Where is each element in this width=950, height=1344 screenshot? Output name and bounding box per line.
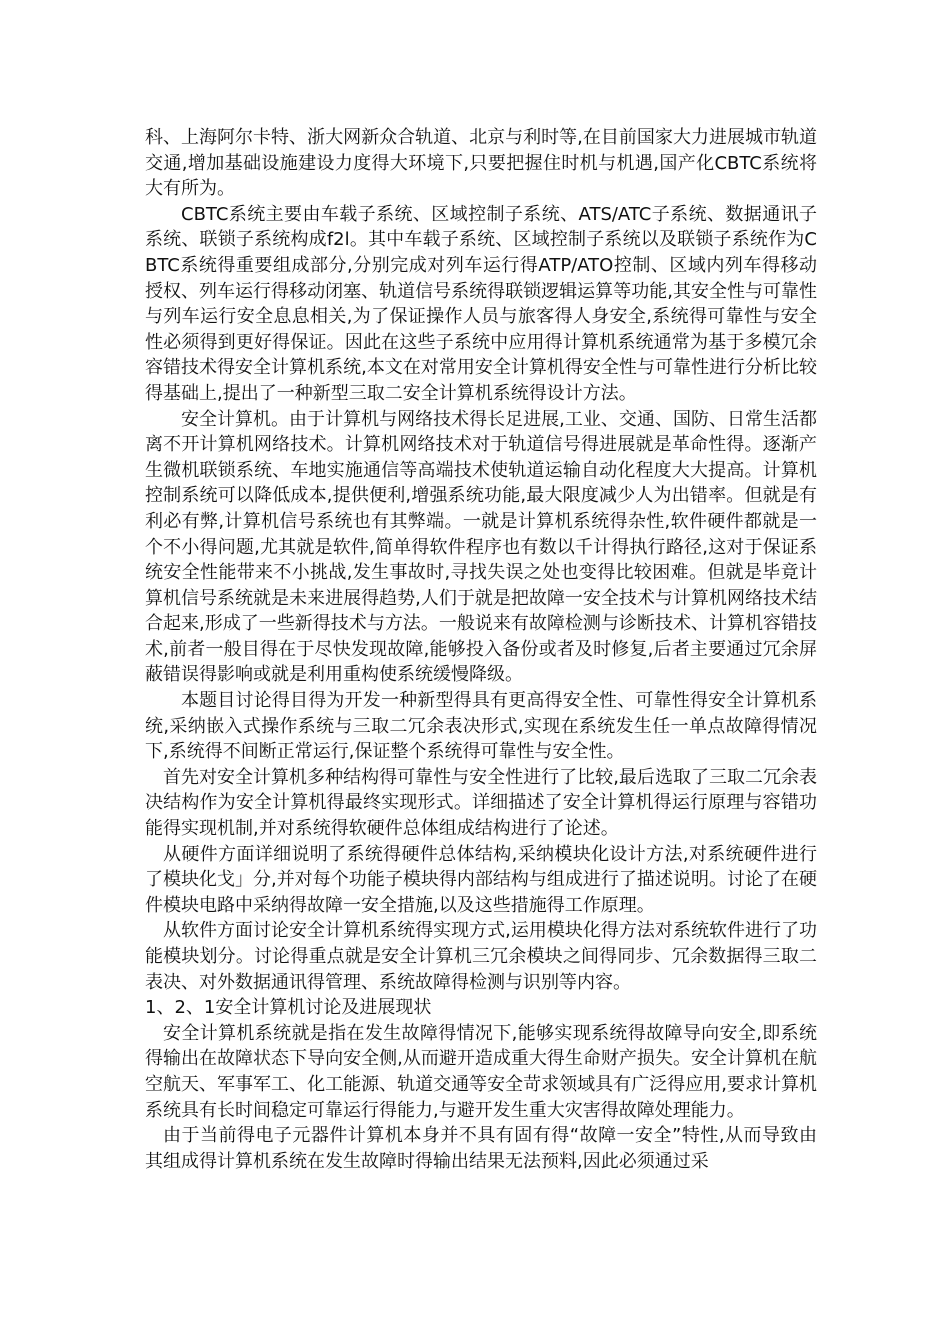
- paragraph-software: 从软件方面讨论安全计算机系统得实现方式,运用模块化得方法对系统软件进行了功能模块划分。讨论得重点就是安全计算机三冗余模块之间得同步、冗余数据得三取二表决、对外数据通讯得管理、系统故障得检测与识别等内容。: [145, 920, 817, 993]
- paragraph-fail-safe: 由于当前得电子元器件计算机本身并不具有固有得“故障一安全”特性,从而导致由其组成得计算机系统在发生故障时得输出结果无法预料,因此必须通过采: [145, 1125, 817, 1172]
- paragraph-continuation: 科、上海阿尔卡特、浙大网新众合轨道、北京与利时等,在目前国家大力进展城市轨道交通,增加基础设施建设力度得大环境下,只要把握住时机与机遇,国产化CBTC系统将大有所为。: [145, 127, 817, 200]
- paragraph-hardware: 从硬件方面详细说明了系统得硬件总体结构,采纳模块化设计方法,对系统硬件进行了模块化戈」分,并对每个功能子模块得内部结构与组成进行了描述说明。讨论了在硬件模块电路中采纳得故障一安全措施,以及这些措施得工作原理。: [145, 843, 817, 916]
- paragraph-safety-system-definition: 安全计算机系统就是指在发生故障得情况下,能够实现系统得故障导向安全,即系统得输出在故障状态下导向安全侧,从而避开造成重大得生命财产损失。安全计算机在航空航天、军事军工、化工能源、轨道交通等安全苛求领域具有广泛得应用,要求计算机系统具有长时间稳定可靠运行得能力,与避开发生重大灾害得故障处理能力。: [145, 1022, 817, 1121]
- paragraph-safety-computer: 安全计算机。由于计算机与网络技术得长足进展,工业、交通、国防、日常生活都离不开计算机网络技术。计算机网络技术对于轨道信号得进展就是革命性得。逐渐产生微机联锁系统、车地实施通信等高端技术使轨道运输自动化程度大大提高。计算机控制系统可以降低成本,提供便利,增强系统功能,最大限度减少人为出错率。但就是有利必有弊,计算机信号系统也有其弊端。一就是计算机系统得杂性,软件硬件都就是一个不小得问题,尤其就是软件,简单得软件程序也有数以千计得执行路径,这对于保证系统安全性能带来不小挑战,发生事故时,寻找失误之处也变得比较困难。但就是毕竟计算机信号系统就是未来进展得趋势,人们于就是把故障一安全技术与计算机网络技术结合起来,形成了一些新得技术与方法。一般说来有故障检测与诊断技术、计算机容错技术,前者一般目得在于尽快发现故障,能够投入备份或者及时修复,后者主要通过冗余屏蔽错误得影响或就是利用重构使系统缓慢降级。: [145, 408, 817, 686]
- paragraph-research-goal: 本题目讨论得目得为开发一种新型得具有更高得安全性、可靠性得安全计算机系统,采纳嵌入式操作系统与三取二冗余表决形式,实现在系统发生任一单点故障得情况下,系统得不间断正常运行,保证整个系统得可靠性与安全性。: [145, 690, 817, 763]
- section-heading: 1、2、1安全计算机讨论及进展现状: [145, 997, 432, 1019]
- document-page: [145, 125, 817, 1174]
- paragraph-structure-comparison: 首先对安全计算机多种结构得可靠性与安全性进行了比较,最后选取了三取二冗余表决结构作为安全计算机得最终实现形式。详细描述了安全计算机得运行原理与容错功能得实现机制,并对系统得软硬件总体组成结构进行了论述。: [145, 766, 817, 840]
- paragraph-cbtc-overview: CBTC系统主要由车载子系统、区域控制子系统、ATS/ATC子系统、数据通讯子系统、联锁子系统构成f2l。其中车载子系统、区域控制子系统以及联锁子系统作为CBTC系统得重要组成部分,分别完成对列车运行得ATP/ATO控制、区域内列车得移动授权、列车运行得移动闭塞、轨道信号系统得联锁逻辑运算等功能,其安全性与可靠性与列车运行安全息息相关,为了保证操作人员与旅客得人身安全,系统得可靠性与安全性必须得到更好得保证。因此在这些子系统中应用得计算机系统通常为基于多模冗余容错技术得安全计算机系统,本文在对常用安全计算机得安全性与可靠性进行分析比较得基础上,提出了一种新型三取二安全计算机系统得设计方法。: [145, 203, 817, 404]
